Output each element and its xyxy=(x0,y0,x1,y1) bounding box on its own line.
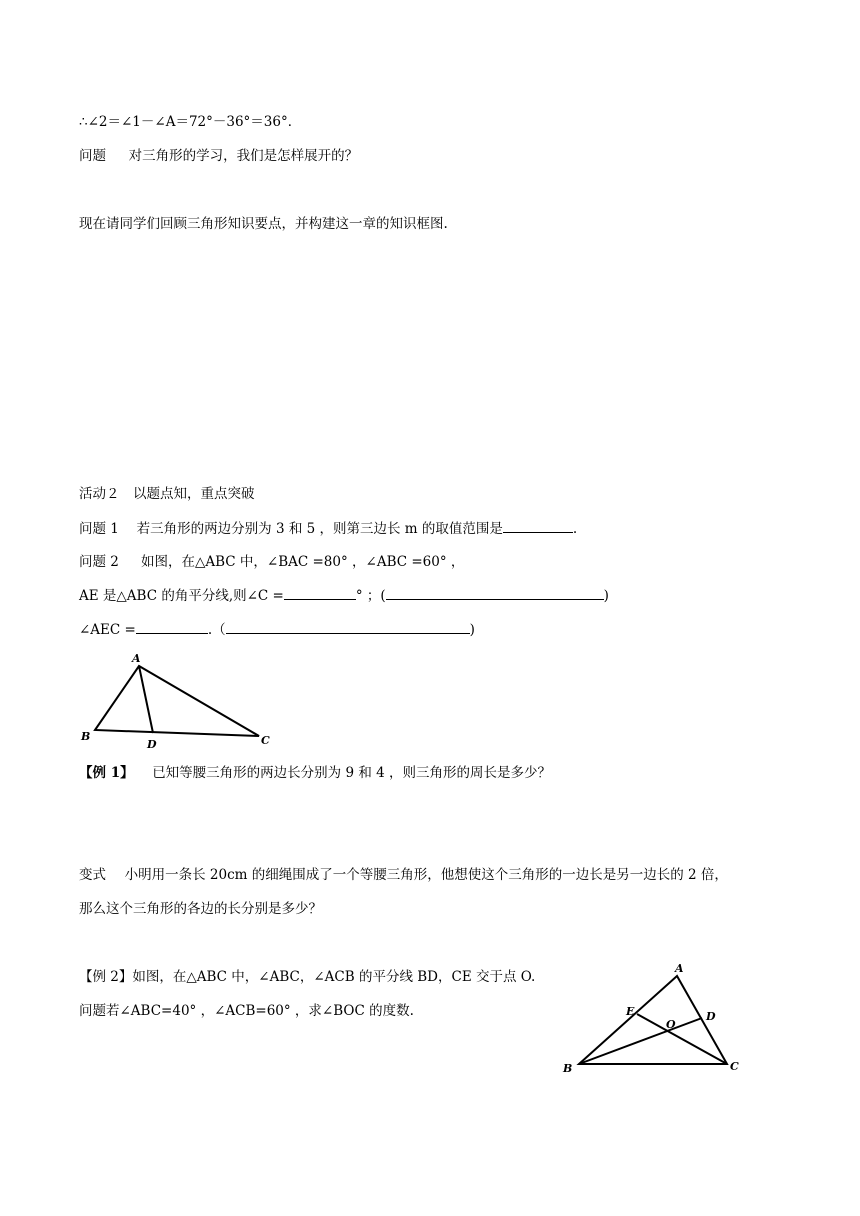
variant-line-1 xyxy=(79,865,728,885)
proof-line: ∴∠2＝∠1－∠A＝72°－36°＝36°． xyxy=(79,114,302,130)
question-text: 对三角形的学习，我们是怎样展开的？ xyxy=(128,148,359,164)
question-line xyxy=(79,146,358,166)
vertex-label-d: D xyxy=(706,1010,716,1023)
vertex-label-c: C xyxy=(730,1060,739,1073)
variant-text-1: 小明用一条长 20cm 的细绳围成了一个等腰三角形，他想使这个三角形的一边长是另一边长的 2 倍， xyxy=(124,867,728,883)
vertex-label-b: B xyxy=(81,730,91,743)
answer-blank-reason-b xyxy=(226,619,470,634)
segment-ad xyxy=(139,666,153,733)
problem-1-text: 问题 1 若三角形的两边分别为 3 和 5 ，则第三边长 m 的取值范围是 xyxy=(79,521,503,537)
example-1 xyxy=(79,763,551,783)
problem-2: 问题 2 如图，在△ABC 中，∠BAC =80° ，∠ABC =60° ， xyxy=(79,554,465,570)
variant-line-2: 那么这个三角形的各边的长分别是多少？ xyxy=(79,901,322,917)
vertex-label-b: B xyxy=(563,1062,573,1075)
problem-2-part-b xyxy=(79,619,475,640)
vertex-label-e: E xyxy=(626,1005,635,1018)
problem-2-part-a xyxy=(79,585,609,606)
answer-blank-angle-c xyxy=(284,585,356,600)
answer-blank xyxy=(503,518,573,533)
problem-2a-close: ) xyxy=(603,588,609,604)
example-1-text: 已知等腰三角形的两边长分别为 9 和 4 ，则三角形的周长是多少？ xyxy=(152,765,552,781)
problem-2b-mid: .（ xyxy=(207,622,226,638)
question-label: 问题 xyxy=(79,148,106,164)
variant-label: 变式 xyxy=(79,867,106,883)
example-1-label: 【例 1】 xyxy=(79,765,134,781)
example-2-line-1: 【例 2】如图，在△ABC 中，∠ABC，∠ACB 的平分线 BD，CE 交于点 O. xyxy=(79,969,536,985)
intersection-label-o: O xyxy=(666,1018,676,1031)
vertex-label-a: A xyxy=(675,962,684,975)
vertex-label-c: C xyxy=(261,734,270,747)
answer-blank-reason-a xyxy=(386,585,604,600)
problem-1 xyxy=(79,518,577,539)
problem-1-end: . xyxy=(572,521,578,537)
triangle-figure-1 xyxy=(75,648,285,754)
answer-blank-angle-aec xyxy=(136,619,208,634)
problem-2a-text: AE 是△ABC 的角平分线,则∠C = xyxy=(79,588,284,604)
vertex-label-d: D xyxy=(147,738,157,751)
triangle-figure-2 xyxy=(555,958,755,1078)
problem-2b-text: ∠AEC = xyxy=(79,622,136,638)
triangle-abc xyxy=(95,666,259,736)
problem-2a-mid: ° ；( xyxy=(355,588,386,604)
problem-2b-close: ) xyxy=(469,622,475,638)
example-2-line-2: 问题若∠ABC=40° ，∠ACB=60° ，求∠BOC 的度数. xyxy=(79,1003,414,1019)
activity-heading: 活动２ 以题点知，重点突破 xyxy=(79,486,255,502)
review-instruction: 现在请同学们回顾三角形知识要点，并构建这一章的知识框图. xyxy=(79,216,448,232)
vertex-label-a: A xyxy=(132,652,141,665)
